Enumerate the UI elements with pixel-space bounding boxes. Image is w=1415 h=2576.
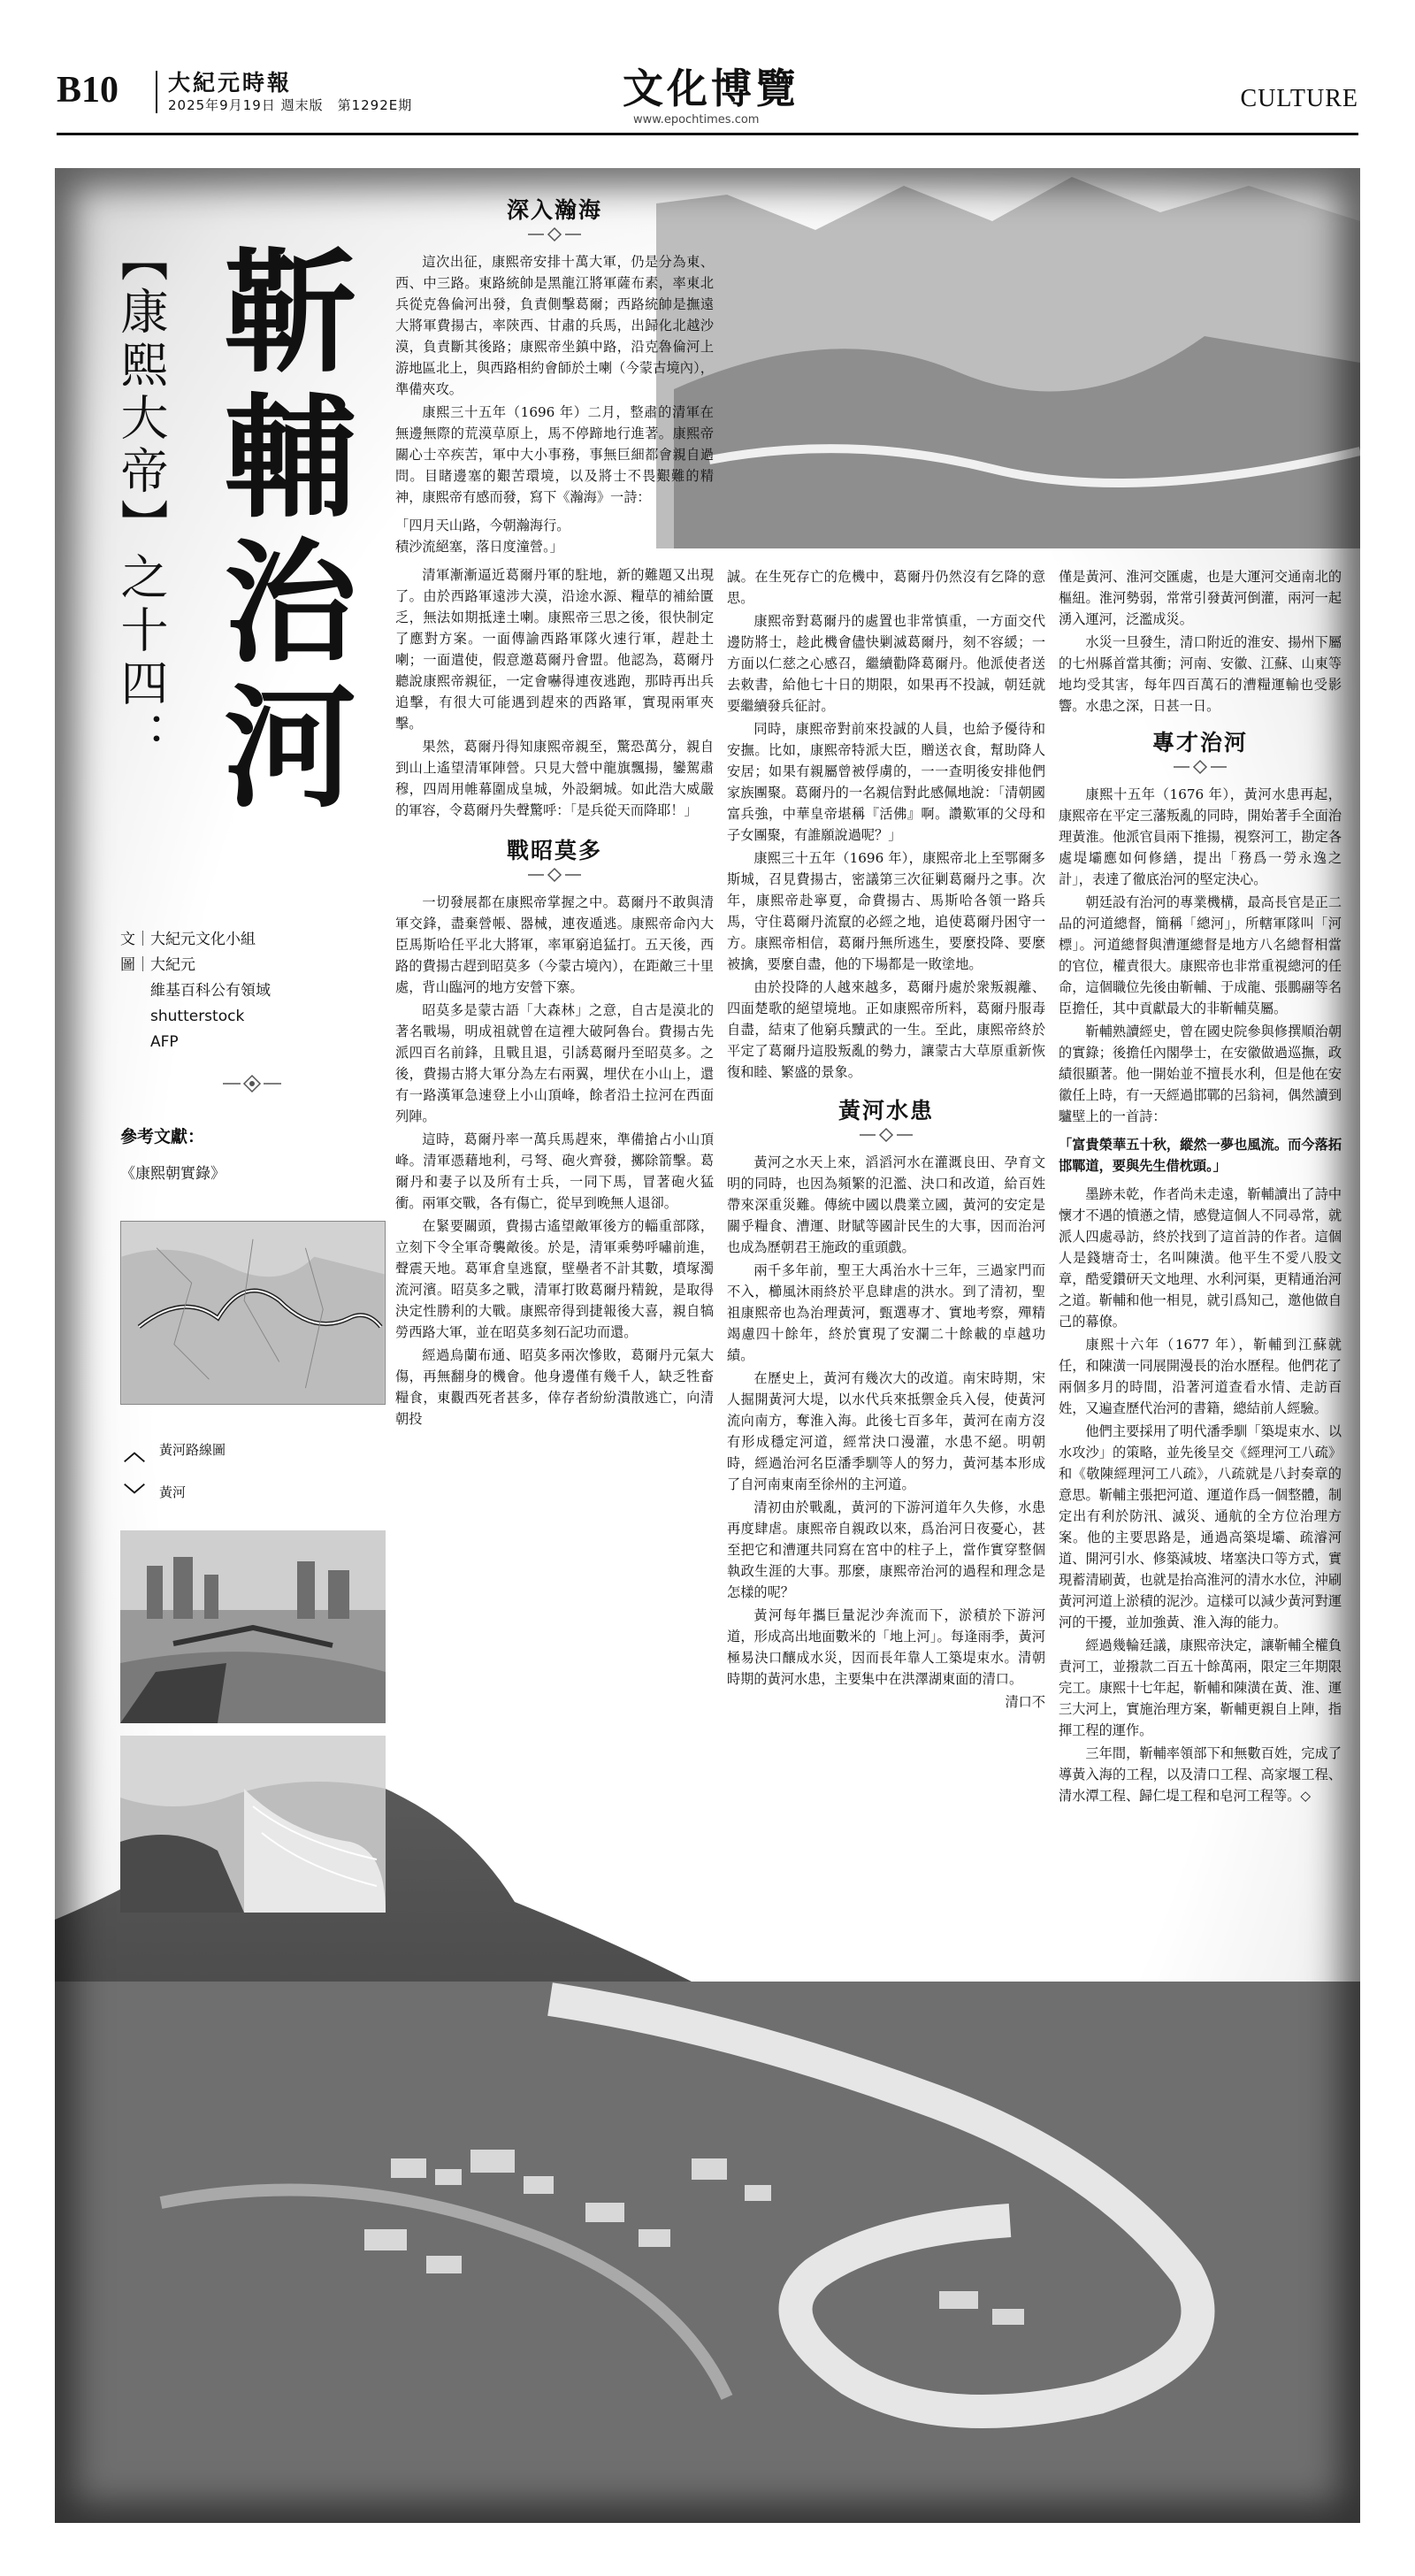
masthead-divider [156, 71, 157, 113]
legend-river-label: 黃河 [159, 1484, 187, 1500]
masthead-rule [57, 133, 1358, 135]
paragraph: 在緊要關頭，費揚古遙望敵軍後方的輜重部隊，立刻下令全軍奇襲敵後。於是，清軍乘勢呼嘯前進，聲震天地。葛軍倉皇逃竄，壁壘者不計其數，墳塚濁流河濱。昭莫多之戰，清軍打敗葛爾丹精銳，是取得決定性勝利的大戰。康熙帝得到捷報後大喜，親自犒勞西路大軍，並在昭莫多刻石記功而還。 [395, 1218, 714, 1340]
section-heading: 黃河水患 [838, 1098, 934, 1123]
paragraph: 果然，葛爾丹得知康熙帝親至，驚恐萬分，親自到山上遙望清軍陣營。只見大營中龍旗飄揚，鑾駕肅穆，四周用帷幕圍成皇城，外設網城。如此浩大威嚴的軍容，令葛爾丹失聲驚呼：「是兵從天而降耶！」 [395, 739, 714, 818]
references-heading: 參考文獻： [120, 1127, 205, 1146]
credit-text: 文｜大紀元文化小組 [120, 931, 256, 948]
article-title: 靳輔治河 [201, 242, 356, 823]
city-river-photo [120, 1530, 386, 1723]
references-value: 《康熙朝實錄》 [120, 1165, 226, 1183]
website-url: www.epochtimes.com [633, 113, 760, 126]
paragraph: 經過烏蘭布通、昭莫多兩次慘敗，葛爾丹元氣大傷，再無翻身的機會。他身邊僅有幾千人，缺乏牲畜糧食，東觀西死者甚多，倖存者紛紛潰散逃亡，向清朝投 [395, 1347, 714, 1427]
paragraph: 同時，康熙帝對前來投誠的人員，也給予優待和安撫。比如，康熙帝特派大臣，贈送衣食，幫助降人安居；如果有親屬曾被俘虜的，一一查明後安排他們家族團聚。葛爾丹的一名親信對此感佩地說：「清朝國富兵強，中華皇帝堪稱『活佛』啊。讚歎軍的父母和子女團聚，有誰願說過呢？」 [727, 721, 1045, 843]
paragraph: 水災一旦發生，清口附近的淮安、揚州下屬的七州縣首當其衝；河南、安徽、江蘇、山東等地均受其害，每年四百萬石的漕糧運輸也受影響。水患之深，日甚一日。 [1059, 634, 1342, 714]
paragraph: 墨跡未乾，作者尚未走遠，靳輔讀出了詩中懷才不遇的憤懣之情，感覺這個人不同尋常，就派人四處尋訪，終於找到了這首詩的作者。這個人是錢塘奇士，名叫陳潢。他平生不愛八股文章，酷愛鑽研天文地理、水利河渠，更精通治河之道。靳輔和他一相見，就引爲知己，邀他做自己的幕僚。 [1059, 1186, 1342, 1330]
poem-line: 「四月天山路，今朝瀚海行。 [395, 518, 570, 533]
article-column-3 [1059, 566, 1342, 1808]
chevron-down-icon: ﹀ [124, 1483, 145, 1507]
ornament-icon [528, 867, 581, 883]
yellow-river-map [120, 1221, 386, 1405]
article-column-1 [395, 197, 714, 1431]
series-label: 【康熙大帝】之十四： [113, 234, 169, 764]
paragraph: 清初由於戰亂，黃河的下游河道年久失修，水患再度肆虐。康熙帝自親政以來，爲治河日夜憂心，甚至把它和漕運共同寫在宮中的柱子上，當作實穿整個執政生涯的大事。那麼，康熙帝治河的過程和理念是怎樣的呢？ [727, 1499, 1045, 1600]
ornament-icon [528, 226, 581, 242]
paragraph: 這時，葛爾丹率一萬兵馬趕來，準備搶占小山頂峰。清軍憑藉地利，弓弩、砲火齊發，擲除箭擊。葛爾丹和妻子以及所有士兵，一同下馬，冒著砲火猛衝。兩軍交戰，各有傷亡，從早到晚無人退卻。 [395, 1131, 714, 1211]
paragraph: 黃河每年攜巨量泥沙奔流而下，淤積於下游河道，形成高出地面數米的「地上河」。每逢雨季，黃河極易決口釀成水災，因而長年靠人工築堤束水。清朝時期的黃河水患，主要集中在洪澤湖東面的清口。 [727, 1607, 1045, 1687]
page-number: B10 [57, 70, 119, 111]
paragraph: 康熙三十五年（1696 年）二月，整肅的清軍在無邊無際的荒漠草原上，馬不停蹄地行進著。康熙帝關心士卒疾苦，軍中大小事務，事無巨細都會親自過問。目睹邊塞的艱苦環境，以及將士不畏艱難的精神，康熙帝有感而發，寫下《瀚海》一詩： [395, 404, 714, 505]
paragraph: 僅是黃河、淮河交匯處，也是大運河交通南北的樞紐。淮河勢弱，常常引發黃河倒灌，兩河一起湧入運河，泛濫成災。 [1059, 569, 1342, 627]
paragraph: 康熙帝對葛爾丹的處置也非常慎重，一方面交代邊防將士，趁此機會儘快剿滅葛爾丹，刻不容緩；一方面以仁慈之心感召，繼續勸降葛爾丹。他派使者送去敕書，給他七十日的期限，如果再不投誠，朝廷就要繼續發兵征討。 [727, 613, 1045, 714]
paragraph: 康熙十五年（1676 年），黃河水患再起，康熙帝在平定三藩叛亂的同時，開始著手全面治理黃淮。他派官員兩下推揚，視察河工，勘定各處堤壩應如何修繕，提出「務爲一勞永逸之計」，表達了徹底治河的堅定決心。 [1059, 786, 1342, 887]
paragraph: 誠。在生死存亡的危機中，葛爾丹仍然沒有乞降的意思。 [727, 569, 1045, 606]
poem-line: 積沙流絕塞，落日度潼營。」 [395, 539, 563, 555]
paragraph: 昭莫多是蒙古語「大森林」之意，自古是漠北的著名戰場，明成祖就曾在這裡大破阿魯台。費揚古先派四百名前鋒，且戰且退，引誘葛爾丹至昭莫多。之後，費揚古將大軍分為左右兩翼，埋伏在小山上，還有一路漢軍急速登上小山頂峰，餘者沿土拉河在西面列陣。 [395, 1002, 714, 1124]
credits [120, 927, 271, 1055]
article-column-2 [727, 566, 1045, 1714]
legend-route [124, 1440, 226, 1465]
ornament-icon [1174, 759, 1227, 775]
section-title-english: CULTURE [1240, 85, 1358, 112]
poem-quote: 「富貴榮華五十秋，縱然一夢也風流。而今落拓邯鄲道，要與先生借枕頭。」 [1059, 1137, 1342, 1174]
issue-info: 2025年9月19日 週末版 第1292E期 [168, 97, 413, 113]
legend-route-label: 黃河路線圖 [159, 1442, 226, 1458]
waterfall-photo [120, 1736, 386, 1913]
newspaper-name: 大紀元時報 [168, 70, 293, 96]
paragraph: 黃河之水天上來，滔滔河水在灌溉良田、孕育文明的同時，也因為頻繁的氾濫、決口和改道，給百姓帶來深重災難。傳統中國以農業立國，黃河的安定是關乎糧食、漕運、財賦等國計民生的大事，因而治河也成為歷朝君王施政的重頭戲。 [727, 1154, 1045, 1255]
paragraph: 一切發展都在康熙帝掌握之中。葛爾丹不敢與清軍交鋒，盡棄營帳、器械，連夜遁逃。康熙帝命內大臣馬斯哈任平北大將軍，率軍窮追猛打。五天後，西路的費揚古趕到昭莫多（今蒙古境內），在距敵三十里處，背山臨河的地方安營下寨。 [395, 894, 714, 995]
paragraph: 靳輔熟讀經史，曾在國史院參與修撰順治朝的實錄；後擔任內閣學士，在安徽做過巡撫，政績很顯著。他一開始並不擅長水利，但是他在安徽任上時，有一天經過邯鄲的呂翁祠，偶然讀到驢壁上的一首詩： [1059, 1024, 1342, 1124]
chevron-up-icon: ︿ [124, 1440, 145, 1465]
paragraph: 經過幾輪廷議，康熙帝決定，讓靳輔全權負責河工，並撥款二百五十餘萬兩，限定三年期限完工。康熙十七年起，靳輔和陳潢在黃、淮、運三大河上，實施治理方案，靳輔更親自上陣，指揮工程的運作。 [1059, 1637, 1342, 1738]
paragraph: 他們主要採用了明代潘季馴「築堤束水、以水攻沙」的策略，並先後呈交《經理河工八疏》和《敬陳經理河工八疏》，八疏就是八封奏章的意思。靳輔主張把河道、運道作爲一個整體，制定出有利於防汛、滅災、通航的全方位治理方案。他的主要思路是，通過高築堤壩、疏濬河道、開河引水、修築減坡、堵塞決口等方式，實現蓄清刷黃，也就是抬高淮河的清水水位，沖刷黃河河道上淤積的泥沙。這樣可以減少黃河對運河的干擾，並加強黃、淮入海的能力。 [1059, 1423, 1342, 1630]
section-title: 文化博覽 [623, 65, 799, 112]
paragraph: 兩千多年前，聖王大禹治水十三年，三過家門而不入，櫛風沐雨終於平息肆虐的洪水。到了清初，聖祖康熙帝也為治理黃河，甄選專才、實地考察，殫精竭慮四十餘年，終於實現了安瀾二十餘載的卓越功績。 [727, 1262, 1045, 1363]
legend-river [124, 1483, 187, 1507]
section-heading: 深入瀚海 [506, 197, 602, 223]
paragraph: 三年間，靳輔率領部下和無數百姓，完成了導黃入海的工程，以及清口工程、高家堰工程、清水潭工程、歸仁堤工程和皂河工程等。◇ [1059, 1745, 1342, 1804]
paragraph: 在歷史上，黃河有幾次大的改道。南宋時期，宋人掘開黃河大堤，以水代兵來抵禦金兵入侵，使黃河流向南方，奪淮入海。此後七百多年，黃河在南方沒有形成穩定河道，經常決口漫灌，水患不絕。明朝時，經過治河名臣潘季馴等人的努力，黃河基本形成了自河南東南至徐州的主河道。 [727, 1370, 1045, 1492]
ornament-divider [223, 1074, 281, 1093]
paragraph: 這次出征，康熙帝安排十萬大軍，仍是分為東、西、中三路。東路統帥是黑龍江將軍薩布素，率東北兵從克魯倫河出發，負責側擊葛爾；西路統帥是撫遠大將軍費揚古，率陝西、甘肅的兵馬，出歸化北越沙漠，負責斷其後路；康熙帝坐鎮中路，沿克魯倫河上游地區北上，與西路相約會師於土喇（今蒙古境內），準備夾攻。 [395, 254, 714, 397]
feature-frame [55, 168, 1360, 2523]
paragraph: 清軍漸漸逼近葛爾丹軍的駐地，新的難題又出現了。由於西路軍遠涉大漠，沿途水源、糧草的補給匱乏，無法如期抵達土喇。康熙帝三思之後，很快制定了應對方案。一面傳諭西路軍隊火速行軍，趕赴土喇；一面遣使，假意邀葛爾丹會盟。他認為，葛爾丹聽說康熙帝親征，一定會嚇得連夜逃跑，那時再出兵追擊，有很大可能遇到趕來的西路軍，實現兩軍夾擊。 [395, 567, 714, 732]
ornament-icon [860, 1127, 913, 1143]
credit-image-source: shutterstock [150, 1008, 245, 1025]
masthead [57, 62, 1358, 134]
paragraph: 康熙十六年（1677 年），靳輔到江蘇就任，和陳潢一同展開漫長的治水歷程。他們花了兩個多月的時間，沿著河道查看水情、走訪百姓，又遍查歷代治河的書籍，總結前人經驗。 [1059, 1337, 1342, 1416]
paragraph: 由於投降的人越來越多，葛爾丹處於衆叛親離、四面楚歌的絕望境地。正如康熙帝所料，葛爾丹服毒自盡，結束了他窮兵黷武的一生。至此，康熙帝終於平定了葛爾丹這股叛亂的勢力，讓蒙古大草原重新恢復和睦、繁盛的景象。 [727, 979, 1045, 1080]
paragraph: 朝廷設有治河的專業機構，最高長官是正二品的河道總督，簡稱「總河」，所轄軍隊叫「河標」。河道總督與漕運總督是地方八名總督相當的官位，權責很大。康熙帝也非常重視總河的任命，這個職位先後由靳輔、于成龍、張鵬翮等名臣擔任，其中貢獻最大的非靳輔莫屬。 [1059, 894, 1342, 1016]
credit-image-source: 維基百科公有領域 [150, 982, 271, 1000]
credit-image: 圖｜大紀元 [120, 956, 195, 974]
section-heading: 專才治河 [1151, 730, 1248, 755]
credit-image-source: AFP [150, 1033, 179, 1051]
paragraph: 康熙三十五年（1696 年），康熙帝北上至鄂爾多斯城，召見費揚古，密議第三次征剿葛爾丹之事。次年，康熙帝赴寧夏，命費揚古、馬斯哈各領一路兵馬，守住葛爾丹流竄的必經之地，追使葛爾丹困守一方。康熙帝相信，葛爾丹無所逃生，要麼投降、要麼被擒，要麼自盡，他的下場都是一敗塗地。 [727, 850, 1045, 972]
section-heading: 戰昭莫多 [506, 838, 602, 863]
paragraph: 清口不 [1005, 1694, 1045, 1710]
